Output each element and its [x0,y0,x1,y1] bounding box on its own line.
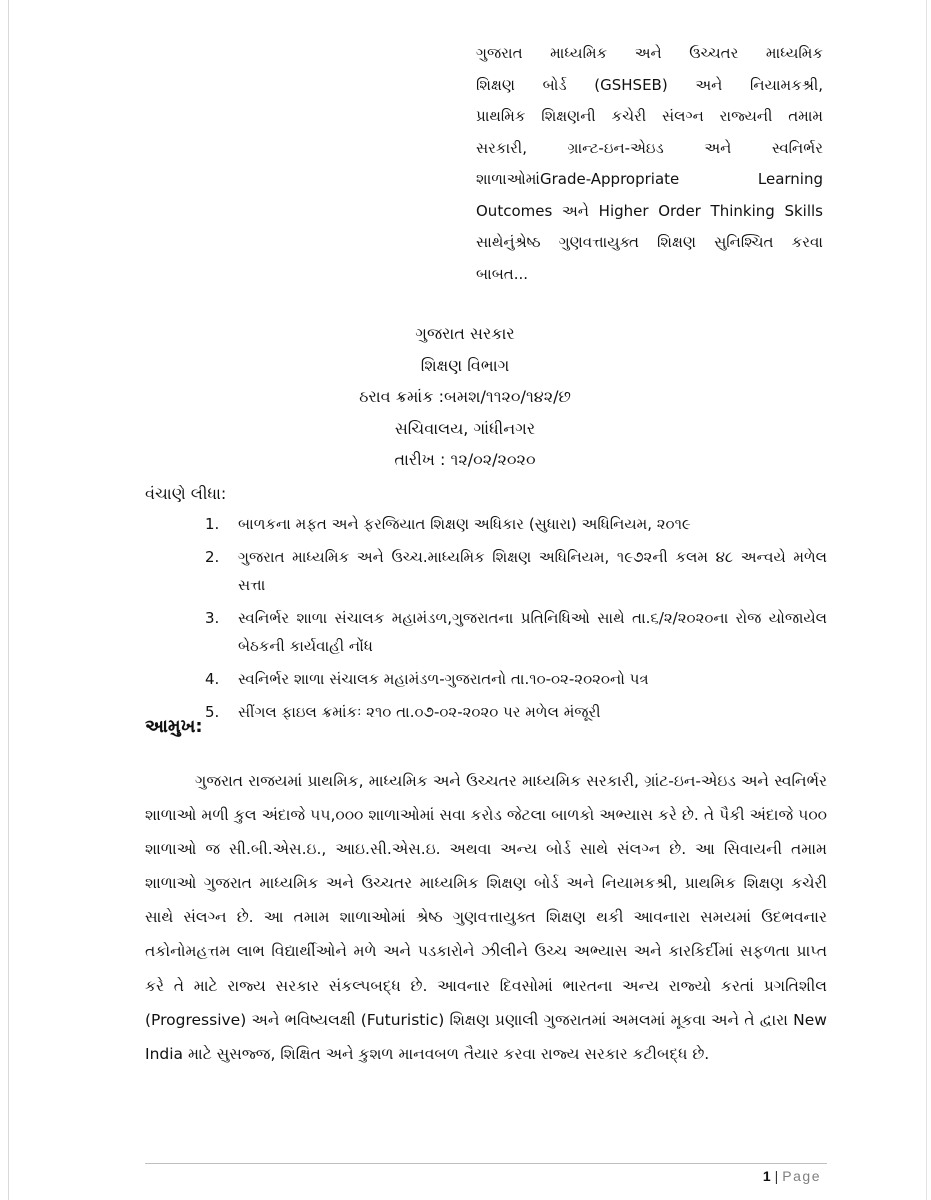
footer-separator: | [774,1168,779,1184]
page-label: Page [782,1168,821,1184]
list-text: સીંગલ ફાઇલ ક્રમાંકઃ ૨૧૦ તા.૦૭-૦૨-૨૦૨૦ પર મળેલ મંજૂરી [238,703,601,721]
list-item [205,665,827,693]
subject-line: ગુજરાત માધ્યમિક અને ઉચ્ચતર માધ્યમિક [476,44,823,62]
government-name: ગુજરાત સરકાર [415,324,515,343]
preamble-title: આમુખ: [145,716,203,737]
footer-rule [145,1163,827,1164]
subject-block [476,38,823,290]
list-item [205,604,827,660]
resolution-header [300,318,630,476]
page-edge-left [8,0,9,1200]
subject-line: શિક્ષણ બોર્ડ (GSHSEB) અને નિયામકશ્રી, [476,75,823,94]
list-text: સ્વનિર્ભર શાળા સંચાલક મહામંડળ-ગુજરાતનો તા.૧૦-૦૨-૨૦૨૦નો પત્ર [238,670,649,688]
page-number: 1 [762,1168,771,1184]
list-item [205,698,827,726]
resolution-number: ઠરાવ ક્રમાંક :બમશ/૧૧૨૦/૧૪૨/છ [359,387,571,406]
list-item [205,543,827,599]
subject-line: સરકારી, ગ્રાન્ટ-ઇન-એઇડ અને સ્વનિર્ભર [476,138,823,157]
subject-line: Outcomes અને Higher Order Thinking Skills [476,201,823,220]
list-number: 4. [205,670,220,688]
list-text: બાળકના મફત અને ફરજિયાત શિક્ષણ અધિકાર (સુધારા) અધિનિયમ, ૨૦૧૯ [238,515,691,533]
list-number: 2. [205,548,220,566]
subject-line: સાથેનુંશ્રેષ્ઠ ગુણવત્તાયુક્ત શિક્ષણ સુનિશ્ચિત કરવા [476,233,823,251]
subject-line: બાબત... [476,264,529,283]
page-footer [763,1168,821,1184]
list-item [205,510,827,538]
list-number: 1. [205,515,220,533]
list-number: 5. [205,703,220,721]
references-title: વંચાણે લીધા: [145,484,227,503]
page-edge-right [926,0,927,1200]
preamble-paragraph: ગુજરાત રાજયમાં પ્રાથમિક, માધ્યમિક અને ઉચ્ચતર માધ્યમિક સરકારી, ગ્રાંટ-ઇન-એઇડ અને સ્વનિર્ભર શાળાઓ મળી કુલ અંદાજે ૫૫,૦૦૦ શાળાઓમાં સવા કરોડ જેટલા બાળકો અભ્યાસ કરે છે. તે પૈકી અંદાજે ૫૦૦ શાળાઓ જ સી.બી.એસ.ઇ., આઇ.સી.એસ.ઇ. અથવા અન્ય બોર્ડ સાથે સંલગ્ન છે. આ સિવાયની તમામ શાળાઓ ગુજરાત માધ્યમિક અને ઉચ્ચતર માધ્યમિક શિક્ષણ બોર્ડ અને નિયામકશ્રી, પ્રાથમિક શિક્ષણ કચેરી સાથે સંલગ્ન છે. આ તમામ શાળાઓમાં શ્રેષ્ઠ ગુણવત્તાયુક્ત શિક્ષણ થકી આવનારા સમયમાં ઉદભવનાર તકોનોમહત્તમ લાભ વિદ્યાર્થીઓને મળે અને પડકારોને ઝીલીને ઉચ્ચ અભ્યાસ અને કારકિર્દીમાં સફળતા પ્રાપ્ત કરે તે માટે રાજ્ય સરકાર સંકલ્પબદ્ધ છે. આવનાર દિવસોમાં ભારતના અન્ય રાજ્યો કરતાં પ્રગતિશીલ (Progressive) અને ભવિષ્યલક્ષી (Futuristic) શિક્ષણ પ્રણાલી ગુજરાતમાં અમલમાં મૂકવા અને તે દ્વારા New India માટે સુસજ્જ, શિક્ષિત અને કુશળ માનવબળ તૈયાર કરવા રાજ્ય સરકાર કટીબદ્ધ છે. [145,772,827,1063]
subject-line: પ્રાથમિક શિક્ષણની કચેરી સંલગ્ન રાજ્યની તમામ [476,107,823,125]
list-text: સ્વનિર્ભર શાળા સંચાલક મહામંડળ,ગુજરાતના પ્રતિનિધિઓ સાથે તા.૬/૨/૨૦૨૦ના રોજ યોજાયેલ બેઠકની કાર્યવાહી નોંધ [238,609,827,655]
list-text: ગુજરાત માધ્યમિક અને ઉચ્ચ.માધ્યમિક શિક્ષણ અધિનિયમ, ૧૯૭૨ની કલમ ૪૮ અન્વયે મળેલ સત્તા [238,548,827,594]
issue-place: સચિવાલય, ગાંધીનગર [394,418,536,438]
department-name: શિક્ષણ વિભાગ [420,355,510,375]
references-list [205,510,827,731]
subject-line: શાળાઓમાંGrade-Appropriate Learning [476,170,823,188]
list-number: 3. [205,609,220,627]
issue-date: તારીખ : ૧૨/૦૨/૨૦૨૦ [394,450,536,469]
